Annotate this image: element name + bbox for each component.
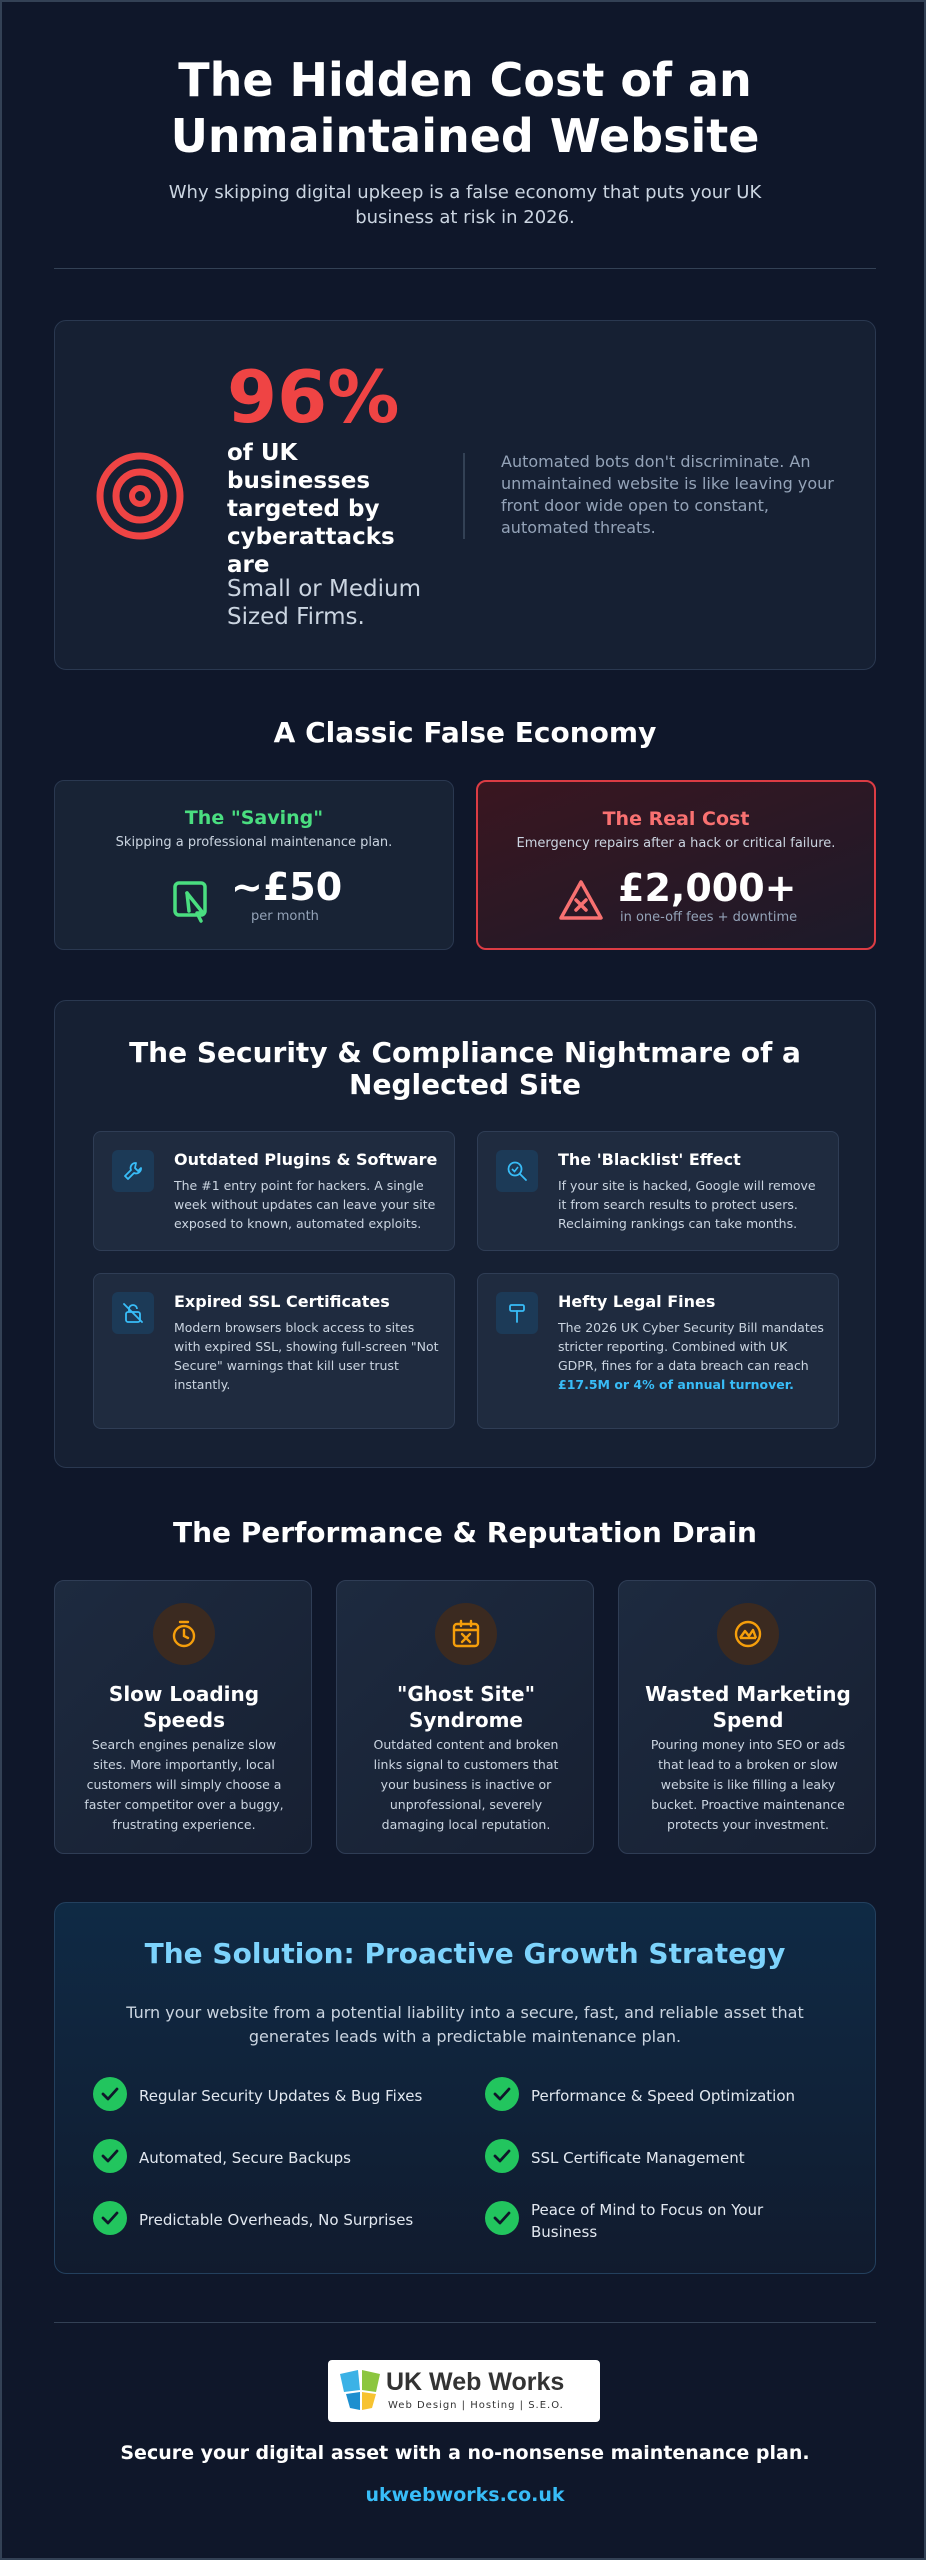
- stat-explanation: Automated bots don't discriminate. An unmaintained website is like leaving your front door wide open to constant, automated threats.: [501, 452, 834, 537]
- logo-name: UK Web Works: [386, 2368, 565, 2396]
- real-cost-card: [476, 780, 876, 950]
- perf-text: Pouring money into SEO or ads that lead to a broken or slow website is like filling a leaky bucket. Proactive maintenance protects your investment.: [650, 1737, 846, 1832]
- wrench-icon: [112, 1150, 154, 1192]
- lock-off-icon: [112, 1292, 154, 1334]
- warning-icon: [558, 878, 604, 924]
- page-title: The Hidden Cost of an Unmaintained Website: [170, 53, 760, 163]
- saving-note: per month: [251, 909, 319, 924]
- stat-description: of UK businesses targeted by cyberattacks are: [227, 440, 395, 578]
- check-icon: [93, 2139, 127, 2173]
- security-item-ssl: [93, 1273, 455, 1429]
- solution-item: Predictable Overheads, No Surprises: [93, 2199, 433, 2239]
- check-icon: [485, 2077, 519, 2111]
- check-icon: [485, 2139, 519, 2173]
- solution-text: Turn your website from a potential liability into a secure, fast, and reliable asset that generates leads with a predictable maintenance plan.: [126, 2003, 804, 2046]
- saving-subtitle: Skipping a professional maintenance plan.: [115, 835, 393, 850]
- security-item-plugins: [93, 1131, 455, 1251]
- perf-card-marketing: [618, 1580, 876, 1854]
- economy-heading: A Classic False Economy: [273, 716, 657, 749]
- check-icon: [93, 2077, 127, 2111]
- solution-item: Peace of Mind to Focus on Your Business: [485, 2199, 825, 2239]
- security-item-title: Hefty Legal Fines: [558, 1292, 716, 1311]
- perf-text: Outdated content and broken links signal to customers that your business is inactive or unprofessional, severely damaging local reputation.: [373, 1737, 559, 1832]
- security-item-title: Outdated Plugins & Software: [174, 1150, 438, 1169]
- solution-section: [54, 1902, 876, 2274]
- solution-title: The Solution: Proactive Growth Strategy: [144, 1937, 786, 1970]
- check-icon: [93, 2201, 127, 2235]
- cursor-click-icon: [171, 877, 217, 923]
- perf-card-ghost: [336, 1580, 594, 1854]
- security-item-text: The #1 entry point for hackers. A single week without updates can leave your site exposed to known, automated exploits.: [174, 1178, 436, 1231]
- solution-item: SSL Certificate Management: [485, 2137, 825, 2177]
- security-heading: The Security & Compliance Nightmare of a Neglected Site: [129, 1036, 801, 1101]
- logo-tagline: Web Design | Hosting | S.E.O.: [388, 2400, 564, 2411]
- security-item-text: The 2026 UK Cyber Security Bill mandates stricter reporting. Combined with UK GDPR, fines for a data breach can reach £17.5M or 4% of annual turnover.: [558, 1320, 824, 1392]
- real-cost-value: £2,000+: [618, 866, 797, 910]
- real-cost-note: in one-off fees + downtime: [620, 910, 798, 925]
- fine-highlight: £17.5M or 4% of annual turnover.: [558, 1377, 794, 1392]
- security-item-blacklist: [477, 1131, 839, 1251]
- timer-icon: [153, 1603, 215, 1665]
- security-item-fines: [477, 1273, 839, 1429]
- security-item-text: Modern browsers block access to sites with expired SSL, showing full-screen "Not Secure" warnings that kill user trust instantly.: [174, 1320, 439, 1392]
- footer-tagline: Secure your digital asset with a no-nonsense maintenance plan.: [120, 2442, 810, 2464]
- stat-card: [54, 320, 876, 670]
- logo-mark-icon: [338, 2368, 382, 2412]
- saving-title: The "Saving": [184, 807, 324, 829]
- real-cost-subtitle: Emergency repairs after a hack or critical failure.: [516, 836, 836, 851]
- stat-subtext: Small or Medium Sized Firms.: [227, 576, 421, 630]
- perf-title: Wasted Marketing Spend: [645, 1682, 851, 1732]
- solution-item: Automated, Secure Backups: [93, 2137, 433, 2177]
- perf-card-speed: [54, 1580, 312, 1854]
- perf-text: Search engines penalize slow sites. More importantly, local customers will simply choose a faster competitor over a buggy, frustrating experience.: [84, 1737, 284, 1832]
- logo: [328, 2360, 600, 2422]
- target-icon: [95, 451, 185, 541]
- performance-heading: The Performance & Reputation Drain: [172, 1516, 757, 1549]
- security-item-title: Expired SSL Certificates: [174, 1292, 390, 1311]
- divider: [54, 268, 876, 269]
- page-subtitle: Why skipping digital upkeep is a false economy that puts your UK business at risk in 2026.: [168, 182, 762, 228]
- chart-down-icon: [717, 1603, 779, 1665]
- security-item-title: The 'Blacklist' Effect: [558, 1150, 741, 1169]
- search-alert-icon: [496, 1150, 538, 1192]
- solution-item: Performance & Speed Optimization: [485, 2075, 825, 2115]
- calendar-x-icon: [435, 1603, 497, 1665]
- gavel-icon: [496, 1292, 538, 1334]
- stat-value: 96%: [227, 355, 400, 439]
- real-cost-title: The Real Cost: [602, 808, 750, 830]
- perf-title: "Ghost Site" Syndrome: [396, 1682, 536, 1732]
- stat-divider: [463, 453, 465, 539]
- check-icon: [485, 2201, 519, 2235]
- security-section: [54, 1000, 876, 1468]
- footer-link[interactable]: ukwebworks.co.uk: [365, 2484, 565, 2506]
- saving-value: ~£50: [231, 865, 343, 909]
- saving-card: [54, 780, 454, 950]
- security-item-text: If your site is hacked, Google will remove it from search results to protect users. Reclaiming rankings can take months.: [558, 1178, 816, 1231]
- divider: [54, 2322, 876, 2323]
- solution-item: Regular Security Updates & Bug Fixes: [93, 2075, 433, 2115]
- perf-title: Slow Loading Speeds: [108, 1682, 260, 1732]
